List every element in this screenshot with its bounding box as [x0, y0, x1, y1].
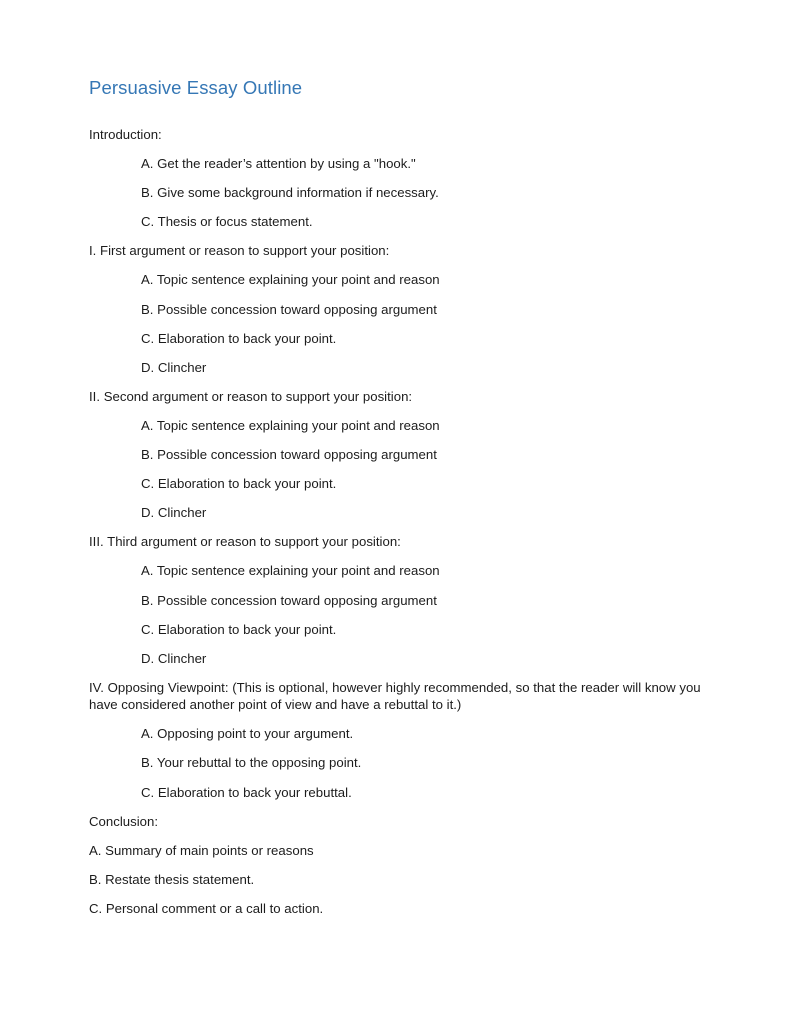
outline-item: A. Opposing point to your argument. — [141, 726, 354, 742]
outline-item: A. Topic sentence explaining your point and reason — [141, 417, 440, 433]
page-title: Persuasive Essay Outline — [89, 77, 303, 98]
section-heading-introduction: Introduction: — [89, 127, 162, 142]
outline-item: C. Thesis or focus statement. — [141, 214, 313, 230]
outline-item: B. Possible concession toward opposing argument — [141, 447, 437, 463]
outline-item: B. Restate thesis statement. — [89, 871, 255, 887]
section-heading-argument-one: I. First argument or reason to support your position: — [89, 243, 390, 259]
outline-item: D. Clincher — [141, 650, 207, 666]
outline-item: A. Topic sentence explaining your point and reason — [141, 272, 440, 288]
outline-item: C. Elaboration to back your point. — [141, 330, 337, 346]
section-heading-argument-three: III. Third argument or reason to support your position: — [89, 534, 401, 550]
section-heading-argument-two: II. Second argument or reason to support your position: — [89, 388, 413, 404]
outline-item: A. Summary of main points or reasons — [89, 842, 314, 858]
outline-item: B. Possible concession toward opposing argument — [141, 592, 437, 608]
outline-item: B. Your rebuttal to the opposing point. — [141, 755, 362, 771]
outline-item: A. Get the reader’s attention by using a "hook." — [141, 156, 416, 172]
section-heading-opposing-viewpoint: IV. Opposing Viewpoint: (This is optional, however highly recommended, so that the reader will know you have considered another point of view and have a rebuttal to it.) — [89, 679, 701, 713]
outline-item: D. Clincher — [141, 505, 207, 521]
outline-item: C. Elaboration to back your point. — [141, 621, 337, 637]
outline-item: C. Elaboration to back your point. — [141, 476, 337, 492]
outline-item: D. Clincher — [141, 359, 207, 375]
document-body — [89, 76, 701, 917]
outline-item: B. Possible concession toward opposing argument — [141, 301, 437, 317]
outline-item: C. Elaboration to back your rebuttal. — [141, 784, 352, 800]
section-heading-conclusion: Conclusion: — [89, 813, 159, 829]
outline-item: C. Personal comment or a call to action. — [89, 900, 324, 916]
outline-item: A. Topic sentence explaining your point and reason — [141, 563, 440, 579]
outline-item: B. Give some background information if necessary. — [141, 185, 439, 201]
